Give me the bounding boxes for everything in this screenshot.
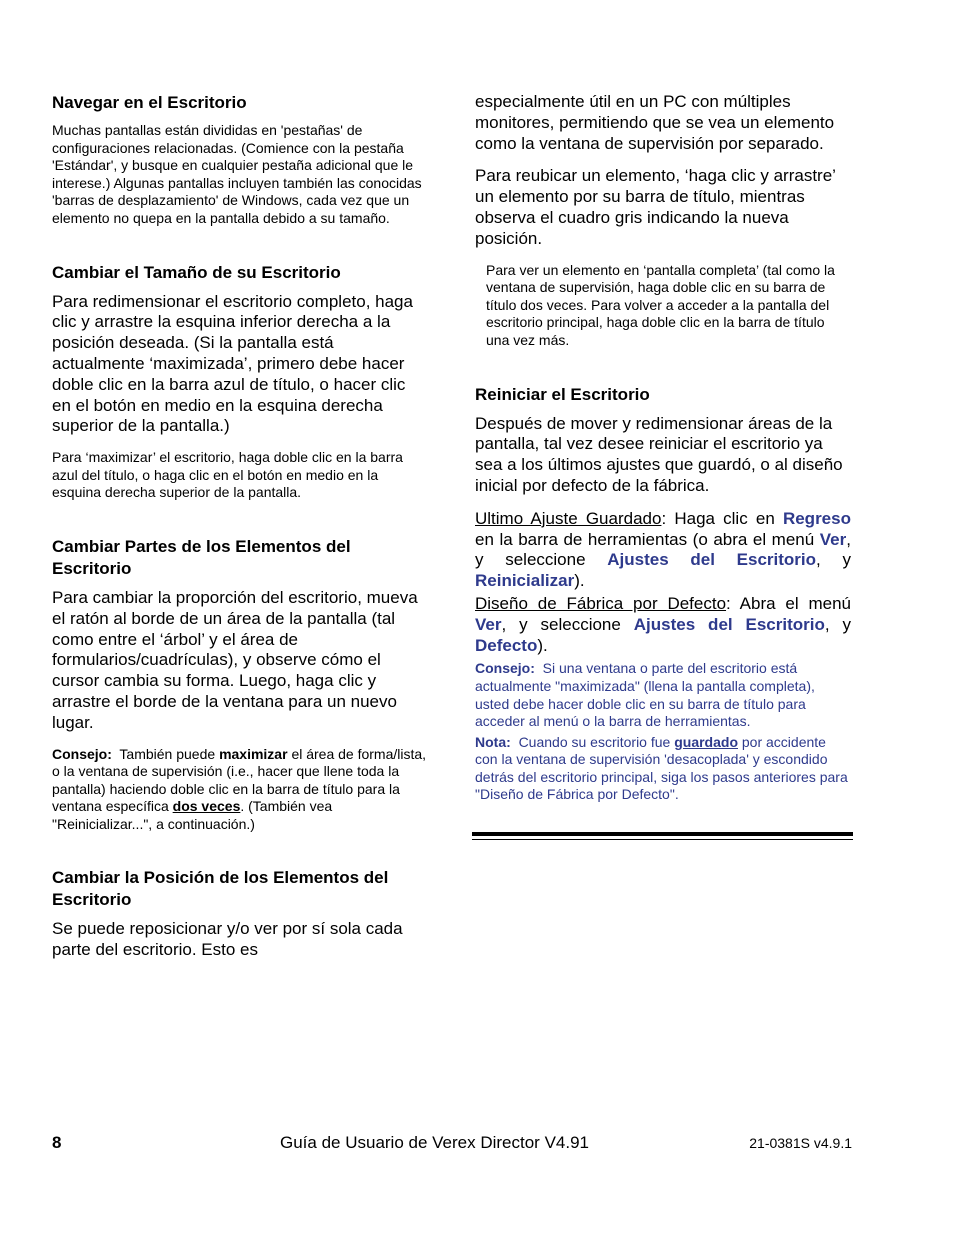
section-title-posicion: Cambiar la Posición de los Elementos del Escritorio — [52, 868, 389, 910]
reubicar-paragraph: Para reubicar un elemento, ‘haga clic y arrastre’ un elemento por su barra de título, mientras observa el cuadro gris indicando la nueva posición. — [475, 166, 836, 248]
reinicializar-ref: Reinicializar — [475, 571, 575, 591]
section-title-partes: Cambiar Partes de los Elementos del Escritorio — [52, 536, 351, 578]
reiniciar-paragraph: Después de mover y redimensionar áreas de la pantalla, tal vez desee reiniciar el escritorio ya sea a los últimos ajustes que guardó, o al diseño inicial por defecto de la fábrica. — [475, 413, 843, 495]
partes-tip: Consejo: También puede maximizar el área de forma/lista, o la ventana de supervisión (i.e., hacer que llene toda la pantalla) haciendo doble clic en la barra de título para la ventana específica dos veces. (También vea "Reinicializar...", a continuación.) — [52, 745, 427, 832]
tamano-note: Para ‘maximizar’ el escritorio, haga doble clic en la barra azul del título, o haga clic en el botón en medio en la esquina derecha superior de la pantalla. — [52, 449, 403, 501]
defecto-ref: Defecto — [475, 635, 538, 655]
ultimo-ajuste-paragraph: Ultimo Ajuste Guardado: Haga clic en Regreso en la barra de herramientas (o abra el menú Ver, y seleccione Ajustes del Escritorio, y Reinicializar). — [475, 508, 851, 591]
tamano-paragraph: Para redimensionar el escritorio completo, haga clic y arrastre la esquina inferior derecha a la posición deseada. (Si la pantalla está actualmente ‘maximizada’, primero debe hacer doble clic en la barra azul de título, o hacer clic en el botón en medio en la esquina derecha superior de la pantalla.) — [52, 291, 413, 436]
footer-doc-title: Guía de Usuario de Verex Director V4.91 — [280, 1133, 589, 1152]
tip-label: Consejo: — [52, 745, 112, 762]
consejo-note: Consejo: Si una ventana o parte del escritorio está actualmente "maximizada" (llena la pantalla completa), usted debe hacer doble clic en su barra de título para acceder al menú o la barra de herramientas. — [475, 660, 815, 730]
page-footer — [52, 1133, 852, 1153]
section-title-tamano: Cambiar el Tamaño de su Escritorio — [52, 262, 341, 282]
section-title-reiniciar: Reiniciar el Escritorio — [475, 384, 650, 404]
left-column — [52, 92, 428, 973]
partes-paragraph: Para cambiar la proporción del escritorio, mueva el ratón al borde de un área de la pantalla (tal como entre el ‘árbol’ y el área de formularios/cuadrículas), y observe cómo el cursor cambia su forma. Luego, haga clic y arrastre el borde de la ventana para un nuevo lugar. — [52, 587, 418, 732]
posicion-paragraph: Se puede reposicionar y/o ver por sí sola cada parte del escritorio. Esto es — [52, 919, 403, 960]
section-title-navegar: Navegar en el Escritorio — [52, 93, 247, 112]
ver-menu-ref: Ver — [819, 529, 847, 549]
regreso-command: Regreso — [782, 508, 851, 528]
page-number: 8 — [52, 1133, 62, 1152]
ajustes-menu-ref: Ajustes del Escritorio — [607, 550, 817, 570]
diseno-fabrica-paragraph: Diseño de Fábrica por Defecto: Abra el menú Ver, y seleccione Ajustes del Escritorio, y Defecto). — [475, 593, 851, 655]
nota-note: Nota: Cuando su escritorio fue guardado por accidente con la ventana de supervisión 'desacoplada' y escondido detrás del escritorio principal, siga los pasos anteriores para "Diseño de Fábrica por Defecto". — [475, 733, 848, 803]
section-end-rule — [472, 832, 853, 840]
right-column — [475, 92, 851, 807]
pantalla-completa-note: Para ver un elemento en ‘pantalla completa’ (tal como la ventana de supervisión, haga doble clic en su barra de título dos veces. Para volver a acceder a la pantalla del escritorio principal, haga doble clic en la barra de título una vez más. — [486, 261, 835, 348]
navegar-paragraph: Muchas pantallas están divididas en 'pestañas' de configuraciones relacionadas. (Comience con la pestaña 'Estándar', y busque en cualquier pestaña adicional que le interese.) Algunas pantallas incluyen también las conocidas 'barras de desplazamiento' de Windows, cada vez que un elemento no quepa en la pantalla debido a su tamaño. — [52, 122, 422, 226]
footer-doc-version: 21-0381S v4.9.1 — [749, 1135, 852, 1151]
posicion-continued-paragraph: especialmente útil en un PC con múltiples monitores, permitiendo que se vea un elemento como la ventana de supervisión por separado. — [475, 92, 835, 153]
